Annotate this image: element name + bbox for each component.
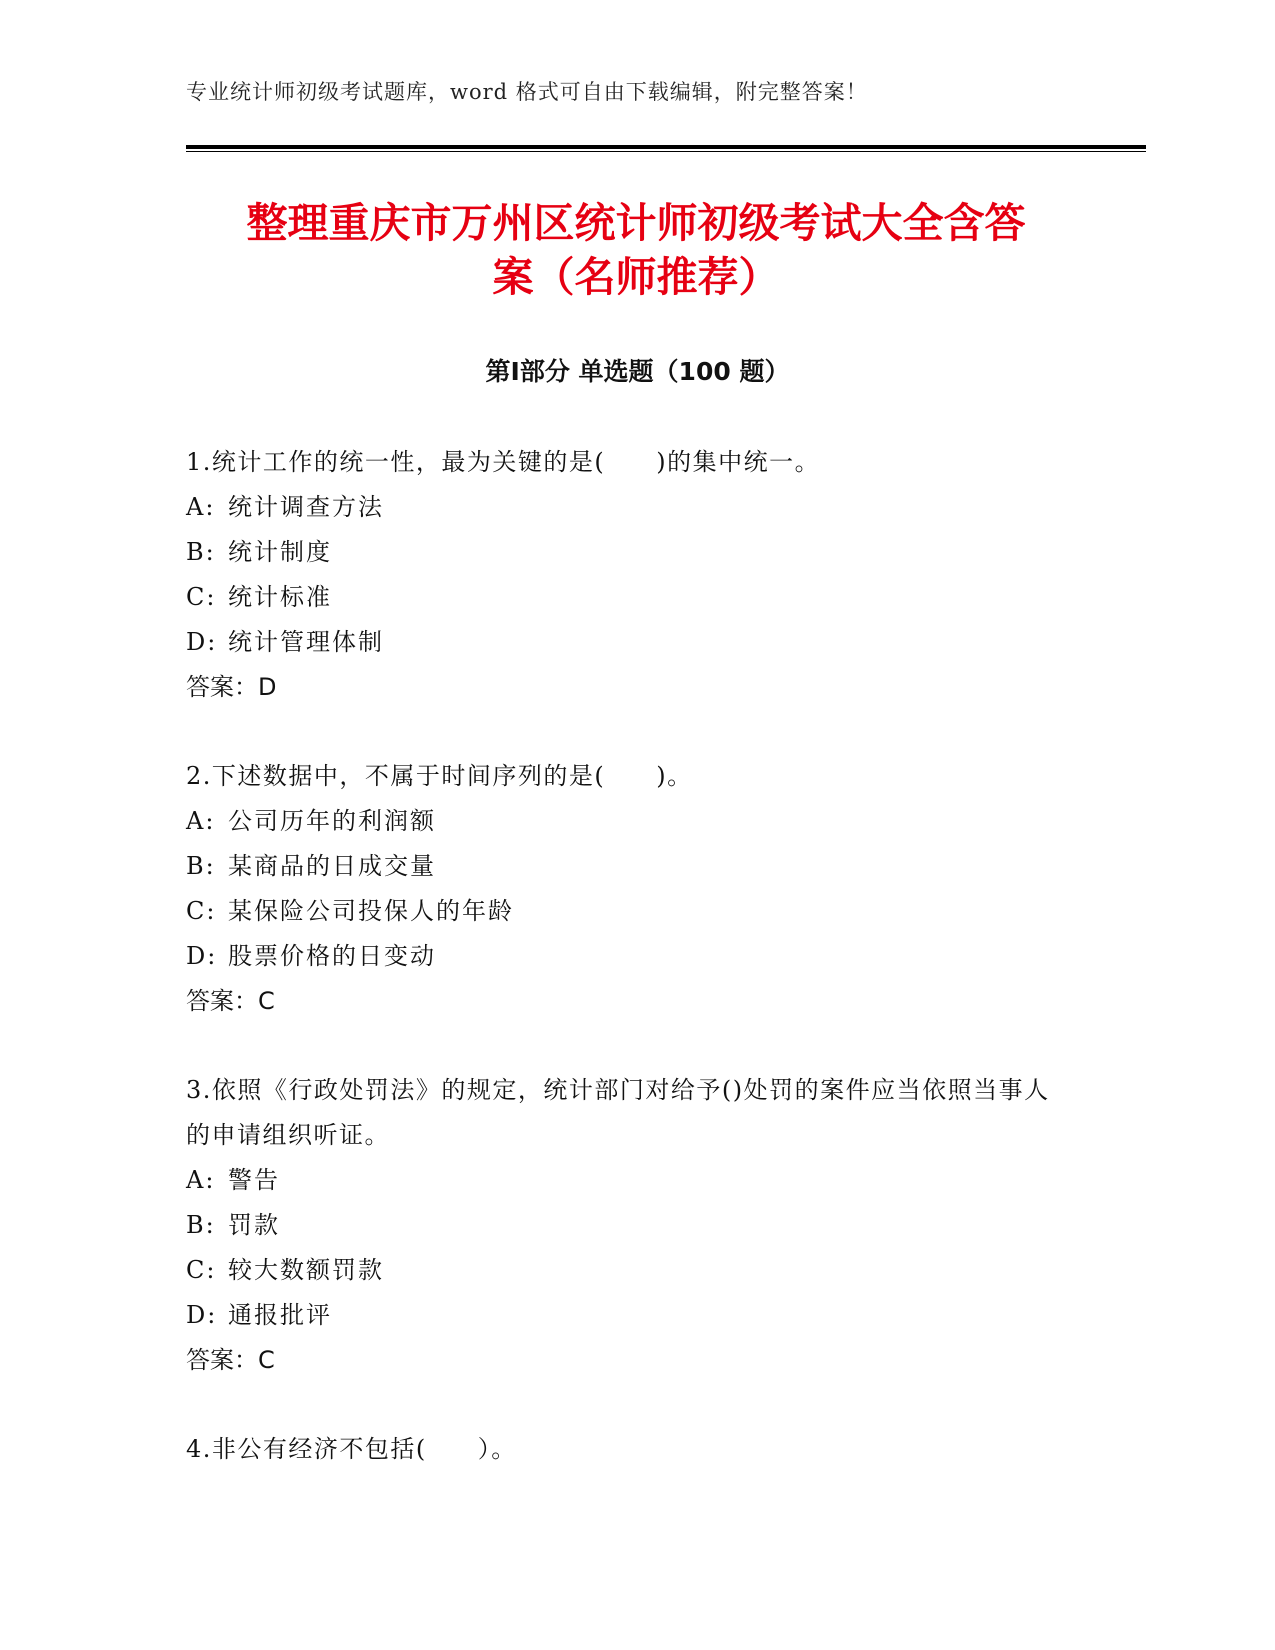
answer-line: 答案：D (186, 673, 277, 701)
option-c (186, 575, 1066, 620)
answer-line: 答案：C (186, 1346, 275, 1374)
option-b (186, 530, 1066, 575)
option-b (186, 1203, 1066, 1248)
header-rule-thin (186, 151, 1146, 152)
answer-line: 答案：C (186, 987, 275, 1015)
option-text: 罚款 (228, 1211, 280, 1239)
option-letter: B: (186, 852, 216, 880)
option-text: 统计调查方法 (228, 493, 384, 521)
question-stem: 2.下述数据中，不属于时间序列的是( )。 (186, 762, 693, 790)
option-letter: A: (186, 1166, 216, 1194)
option-letter: C: (186, 897, 217, 925)
question-2 (186, 754, 1066, 1024)
question-stem: 1.统计工作的统一性，最为关键的是( )的集中统一。 (186, 448, 821, 476)
option-b (186, 844, 1066, 889)
option-text: 某商品的日成交量 (228, 852, 436, 880)
option-text: 警告 (228, 1166, 280, 1194)
option-letter: C: (186, 1256, 217, 1284)
document-title (186, 196, 1086, 304)
option-d (186, 620, 1066, 665)
question-stem: 3.依照《行政处罚法》的规定，统计部门对给予()处罚的案件应当依照当事人的申请组织听证。 (186, 1076, 1050, 1149)
title-line-1: 整理重庆市万州区统计师初级考试大全含答 (246, 199, 1026, 247)
option-text: 统计标准 (228, 583, 332, 611)
option-a (186, 485, 1066, 530)
option-letter: B: (186, 1211, 216, 1239)
option-letter: A: (186, 807, 216, 835)
header-rule-thick (186, 145, 1146, 149)
option-d (186, 1293, 1066, 1338)
option-letter: D: (186, 628, 218, 656)
question-list (186, 440, 1066, 1516)
option-d (186, 934, 1066, 979)
option-c (186, 889, 1066, 934)
option-text: 某保险公司投保人的年龄 (228, 897, 514, 925)
question-3 (186, 1068, 1066, 1383)
question-stem: 4.非公有经济不包括( ）。 (186, 1435, 517, 1463)
title-line-2: 案（名师推荐） (492, 253, 780, 301)
option-text: 统计制度 (228, 538, 332, 566)
option-text: 股票价格的日变动 (228, 942, 436, 970)
option-a (186, 799, 1066, 844)
option-letter: D: (186, 942, 218, 970)
section-heading: 第Ⅰ部分 单选题（100 题） (485, 357, 790, 386)
option-text: 公司历年的利润额 (228, 807, 436, 835)
option-c (186, 1248, 1066, 1293)
option-text: 较大数额罚款 (228, 1256, 384, 1284)
question-1 (186, 440, 1066, 710)
option-letter: C: (186, 583, 217, 611)
option-letter: A: (186, 493, 216, 521)
header-note: 专业统计师初级考试题库，word 格式可自由下载编辑，附完整答案！ (186, 80, 868, 104)
option-letter: B: (186, 538, 216, 566)
option-letter: D: (186, 1301, 218, 1329)
question-4 (186, 1427, 1066, 1472)
option-text: 通报批评 (228, 1301, 332, 1329)
option-text: 统计管理体制 (228, 628, 384, 656)
option-a (186, 1158, 1066, 1203)
